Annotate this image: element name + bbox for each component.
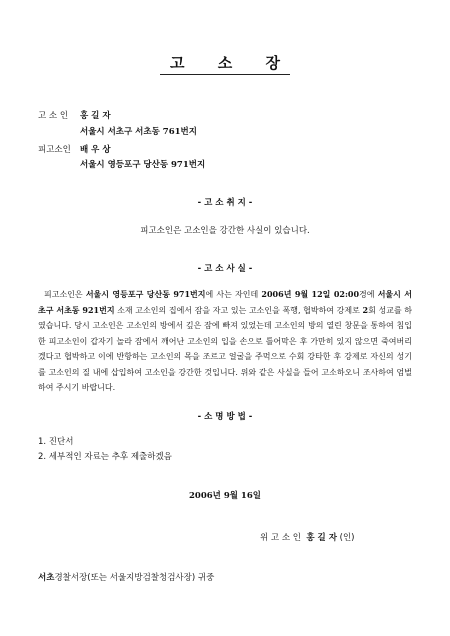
document-date: 2006년 9월 16일 <box>189 491 261 501</box>
accused-label: 피고소인 <box>38 145 71 155</box>
evidence-heading: - 소 명 방 법 - <box>197 412 253 422</box>
incident-address: 서울시 서초구 서초동 921번지 <box>38 289 413 315</box>
facts-paragraph <box>38 287 412 396</box>
title-char: 장 <box>265 54 280 72</box>
signer-seal: (인) <box>339 533 355 543</box>
complainant-label: 고 소 인 <box>38 111 69 121</box>
accused-name: 배 우 상 <box>80 145 111 155</box>
title-char: 고 <box>170 54 185 72</box>
facts-text: 경에 <box>359 290 378 299</box>
complainant-name: 홍 길 자 <box>80 111 111 121</box>
facts-text: 에 사는 자인데 <box>205 290 262 299</box>
facts-text: 소재 고소인의 집에서 잠을 자고 있는 고소인을 폭행, 협박하여 강제로 <box>114 305 363 315</box>
incident-count: 2 <box>362 304 369 315</box>
complainant-address: 서울시 서초구 서초동 761번지 <box>80 127 197 137</box>
signer-label: 위 고 소 인 <box>260 533 301 543</box>
signer-line <box>260 531 354 543</box>
accused-address-ref: 서울시 영등포구 당산동 971번지 <box>85 289 206 299</box>
title-char: 소 <box>217 54 233 72</box>
facts-text: 회 성교를 하였습니다. 당시 고소인은 고소인의 방에서 깊은 잠에 빠져 있었는데 고소인의 방의 열린 창문을 통하여 침입한 피고소인이 갑자기 놀라 잠에서 깨어난 고소인의 입을 손으로 틀어막은 후 가만히 있지 않으면 죽여버리겠다고 협박하고 이에 반항하는 고소인의 목을 조르고 얼굴을 주먹으로 수회 강타한 후 강제로 자신의 성기를 고소인의 질 내에 삽입하여 고소인을 강간한 것입니다. 위와 같은 사실을 들어 고소하오니 조사하여 엄벌하여 주시기 바랍니다. <box>38 305 412 392</box>
facts-text: 피고소인은 <box>44 290 86 299</box>
recipient-text: 경찰서장(또는 <box>54 573 110 583</box>
facts-heading: - 고 소 사 실 - <box>197 264 253 274</box>
accused-address: 서울시 영등포구 당산동 971번지 <box>80 160 206 170</box>
recipient-prosecutor: 서울지방검찰청검사장 <box>109 573 192 583</box>
document-title <box>0 52 450 73</box>
title-underline <box>160 74 290 75</box>
recipient-line <box>38 571 214 583</box>
signer-name: 홍 길 자 <box>306 533 337 543</box>
evidence-item: 2. 세부적인 자료는 추후 제출하겠음 <box>38 452 172 462</box>
purpose-text: 피고소인은 고소인을 강간한 사실이 있습니다. <box>140 226 310 236</box>
purpose-heading: - 고 소 취 지 - <box>197 198 253 208</box>
evidence-item: 1. 진단서 <box>38 437 74 447</box>
recipient-text: ) 귀중 <box>191 573 215 583</box>
recipient-office: 서초 <box>38 573 55 583</box>
incident-datetime: 2006년 9월 12일 02:00 <box>261 289 360 299</box>
